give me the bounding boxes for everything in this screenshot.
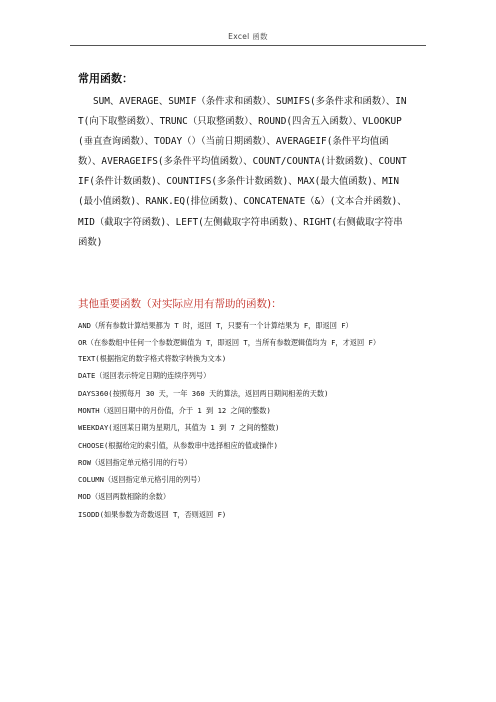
list-item: TEXT(根据指定的数字格式将数字转换为文本) xyxy=(78,354,227,364)
list-item: ROW（返回指定单元格引用的行号） xyxy=(78,457,192,467)
list-item: DATE（返回表示特定日期的连续序列号） xyxy=(78,371,211,381)
list-item: CHOOSE(根据给定的索引值，从参数串中选择相应的值或操作) xyxy=(78,440,278,450)
header-title: Excel 函数 xyxy=(228,32,268,41)
other-functions-list xyxy=(78,320,412,526)
list-item: ISODD(如果参数为奇数返回 T，否则返回 F) xyxy=(78,509,227,519)
list-item: AND（所有参数计算结果都为 T 时，返回 T，只要有一个计算结果为 F，即返回 F） xyxy=(78,321,353,330)
list-item: WEEKDAY(返回某日期为星期几，其值为 1 到 7 之间的整数) xyxy=(78,423,280,433)
list-item: DAYS360(按照每月 30 天，一年 360 天的算法，返回两日期间相差的天数) xyxy=(78,388,329,398)
list-item: COLUMN（返回指定单元格引用的列号） xyxy=(78,475,205,485)
common-functions-title: 常用函数： xyxy=(78,72,133,85)
header-rule xyxy=(70,45,426,46)
page-header xyxy=(0,0,496,48)
common-functions-paragraph: SUM、AVERAGE、SUMIF（条件求和函数）、SUMIFS(多条件求和函数）、INT(向下取整函数）、TRUNC（只取整函数）、ROUND(四舍五入函数）、VLOOKUP(垂直查询函数）、TODAY（）（当前日期函数）、AVERAGEIF(条件平均值函数）、AVERAGEIFS(多条件平均值函数）、COUNT/COUNTA(计数函数)、COUNTIF(条件计数函数)、COUNTIFS(多条件计数函数)、MAX(最大值函数)、MIN(最小值函数)、RANK.EQ(排位函数)、CONCATENATE（&）(文本合并函数)、MID（截取字符函数)、LEFT(左侧截取字符串函数)、RIGHT(右侧截取字符串函数) xyxy=(78,96,407,248)
other-functions-title: 其他重要函数（对实际应用有帮助的函数)： xyxy=(78,298,282,310)
list-item: MOD（返回两数相除的余数） xyxy=(78,492,171,502)
list-item: MONTH（返回日期中的月份值，介于 1 到 12 之间的整数) xyxy=(78,405,271,415)
list-item: OR（在参数组中任何一个参数逻辑值为 T，即返回 T，当所有参数逻辑值均为 F，才返回 F） xyxy=(78,338,381,348)
